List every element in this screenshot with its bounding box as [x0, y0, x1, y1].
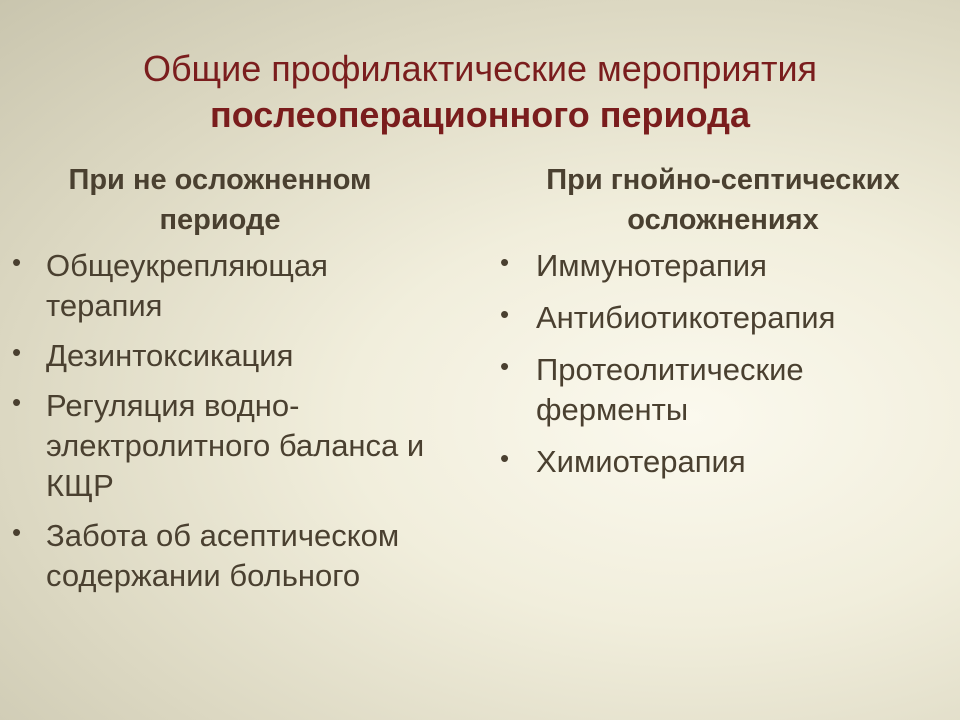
left-column	[10, 160, 450, 606]
bullet-icon: •	[500, 351, 510, 381]
bullet-icon: •	[500, 247, 510, 277]
list-item-text: Иммунотерапия	[536, 248, 767, 283]
right-column	[498, 160, 948, 494]
list-item	[10, 516, 450, 596]
right-list	[498, 246, 948, 482]
list-item	[10, 246, 450, 326]
bullet-icon: •	[12, 247, 22, 277]
list-item-text: Регуляция водно-электролитного баланса и КЩР	[46, 388, 425, 503]
list-item-text: Забота об асептическом содержании больного	[46, 518, 400, 593]
list-item	[498, 442, 948, 482]
list-item	[498, 298, 948, 338]
list-item	[10, 386, 450, 506]
list-item-text: Химиотерапия	[536, 444, 746, 479]
bullet-icon: •	[500, 299, 510, 329]
title-line-1: Общие профилактические мероприятия	[142, 48, 818, 89]
list-item	[498, 350, 948, 430]
list-item	[10, 336, 450, 376]
slide-title	[0, 46, 960, 138]
list-item-text: Антибиотикотерапия	[536, 300, 836, 335]
left-list	[10, 246, 450, 596]
bullet-icon: •	[12, 387, 22, 417]
right-column-heading: При гнойно-септических осложнениях	[546, 164, 900, 236]
list-item-text: Общеукрепляющая терапия	[46, 248, 328, 323]
list-item	[498, 246, 948, 286]
bullet-icon: •	[12, 517, 22, 547]
bullet-icon: •	[12, 337, 22, 367]
title-line-2: послеоперационного периода	[210, 94, 750, 135]
left-column-heading: При не осложненном периоде	[68, 164, 372, 236]
list-item-text: Дезинтоксикация	[46, 338, 294, 373]
list-item-text: Протеолитические ферменты	[536, 352, 804, 427]
bullet-icon: •	[500, 443, 510, 473]
